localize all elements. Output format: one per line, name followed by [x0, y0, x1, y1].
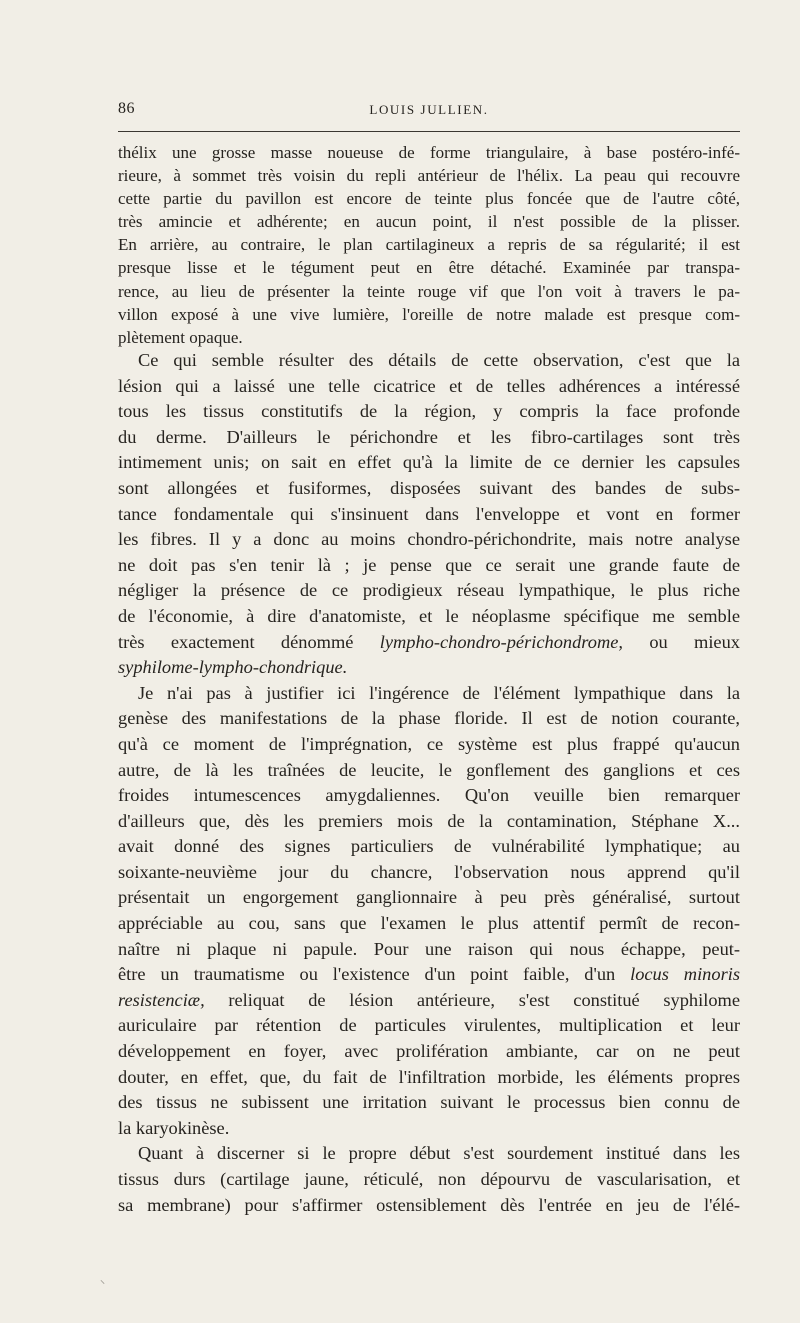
header-rule — [118, 131, 740, 132]
text-line: douter, en effet, que, du fait de l'infiltration morbide, les éléments propres — [118, 1066, 740, 1087]
text-line — [118, 962, 740, 988]
text-line: avait donné des signes particuliers de vulnérabilité lymphatique; au — [118, 836, 740, 857]
text-line: des tissus ne subissent une irritation suivant le processus bien connu de — [118, 1092, 740, 1113]
text-line: sa membrane) pour s'affirmer ostensiblement dès l'entrée en jeu de l'élé- — [118, 1194, 740, 1215]
text-line: tous les tissus constitutifs de la région, y compris la face profonde — [118, 401, 740, 422]
text-line: la karyokinèse. — [118, 1117, 230, 1138]
text-line: Je n'ai pas à justifier ici l'ingérence de l'élément lympathique dans la — [138, 682, 740, 703]
paragraph-1 — [118, 141, 740, 349]
text-line: presque lisse et le tégument peut en être détaché. Examinée par transpa- — [118, 258, 740, 278]
text-line: du derme. D'ailleurs le périchondre et les fibro-cartilages sont très — [118, 426, 740, 447]
text-line: Ce qui semble résulter des détails de cette observation, c'est que la — [138, 350, 740, 370]
text-line: ne doit pas s'en tenir là ; je pense que ce serait une grande faute de — [118, 554, 740, 575]
running-title: LOUIS JULLIEN. — [369, 102, 489, 117]
text-line: cette partie du pavillon est encore de teinte plus foncée que de l'autre côté, — [118, 189, 740, 209]
text-run: ou mieux — [623, 631, 740, 652]
text-line: négliger la présence de ce prodigieux réseau lympathique, le plus riche — [118, 580, 740, 601]
text-line: tissus durs (cartilage jaune, réticulé, non dépourvu de vascularisation, et — [118, 1169, 740, 1189]
text-line: thélix une grosse masse noueuse de forme triangulaire, à base postéro-infé- — [118, 143, 740, 162]
italic-term: locus minoris — [630, 964, 740, 985]
text-line: naître ni plaque ni papule. Pour une raison qui nous échappe, peut- — [118, 938, 740, 959]
text-line: tance fondamentale qui s'insinuent dans l'enveloppe et vont en former — [118, 503, 740, 524]
text-run: très exactement dénommé — [118, 631, 380, 652]
text-line — [118, 655, 740, 681]
text-line: de l'économie, à dire d'anatomiste, et le néoplasme spécifique me semble — [118, 605, 740, 626]
text-line: froides intumescences amygdaliennes. Qu'on veuille bien remarquer — [118, 785, 740, 806]
text-line: rence, au lieu de présenter la teinte rouge vif que l'on voit à travers le pa- — [118, 281, 740, 301]
text-line: soixante-neuvième jour du chancre, l'observation nous apprend qu'il — [118, 861, 740, 882]
text-line: présentait un engorgement ganglionnaire à peu près généralisé, surtout — [118, 887, 740, 908]
text-line — [118, 988, 740, 1014]
page-number: 86 — [118, 100, 135, 117]
page-header — [118, 100, 740, 124]
text-line — [118, 630, 740, 656]
text-line: lésion qui a laissé une telle cicatrice et de telles adhérences a intéressé — [118, 375, 740, 396]
text-run: être un traumatisme ou l'existence d'un point faible, d'un — [118, 964, 631, 985]
text-line: développement en foyer, avec prolifération ambiante, car on ne peut — [118, 1041, 740, 1062]
text-line: villon exposé à une vive lumière, l'oreille de notre malade est presque com- — [118, 304, 740, 324]
main-text — [118, 348, 740, 1218]
text-line: les fibres. Il y a donc au moins chondro-périchondrite, mais notre analyse — [118, 529, 740, 550]
italic-term: syphilome-lympho-chondrique. — [118, 657, 348, 678]
text-line: autre, de là les traînées de leucite, le gonflement des ganglions et ces — [118, 759, 740, 780]
text-line: rieure, à sommet très voisin du repli antérieur de l'hélix. La peau qui recouvre — [118, 166, 740, 186]
text-line: d'ailleurs que, dès les premiers mois de la contamination, Stéphane X... — [118, 810, 740, 831]
italic-term: resistenciæ, — [118, 989, 205, 1010]
text-line: sont allongées et fusiformes, disposées suivant des bandes de subs- — [118, 477, 740, 498]
margin-mark: ⸜ — [100, 1275, 105, 1286]
text-line: appréciable au cou, sans que l'examen le plus attentif permît de recon- — [118, 913, 740, 934]
text-line: En arrière, au contraire, le plan cartilagineux a repris de sa régularité; il est — [118, 235, 740, 255]
text-line: auriculaire par rétention de particules virulentes, multiplication et leur — [118, 1015, 740, 1036]
text-line: Quant à discerner si le propre début s'est sourdement institué dans les — [138, 1143, 740, 1164]
text-line: plètement opaque. — [118, 327, 243, 347]
text-line: intimement unis; on sait en effet qu'à la limite de ce dernier les capsules — [118, 452, 740, 473]
text-run: reliquat de lésion antérieure, s'est constitué syphilome — [204, 989, 740, 1010]
italic-term: lympho-chondro-périchondrome, — [379, 631, 624, 652]
text-line: très amincie et adhérente; en aucun point, il n'est possible de la plisser. — [118, 212, 740, 232]
text-line: qu'à ce moment de l'imprégnation, ce système est plus frappé qu'aucun — [118, 733, 740, 754]
text-line: genèse des manifestations de la phase floride. Il est de notion courante, — [118, 708, 740, 729]
